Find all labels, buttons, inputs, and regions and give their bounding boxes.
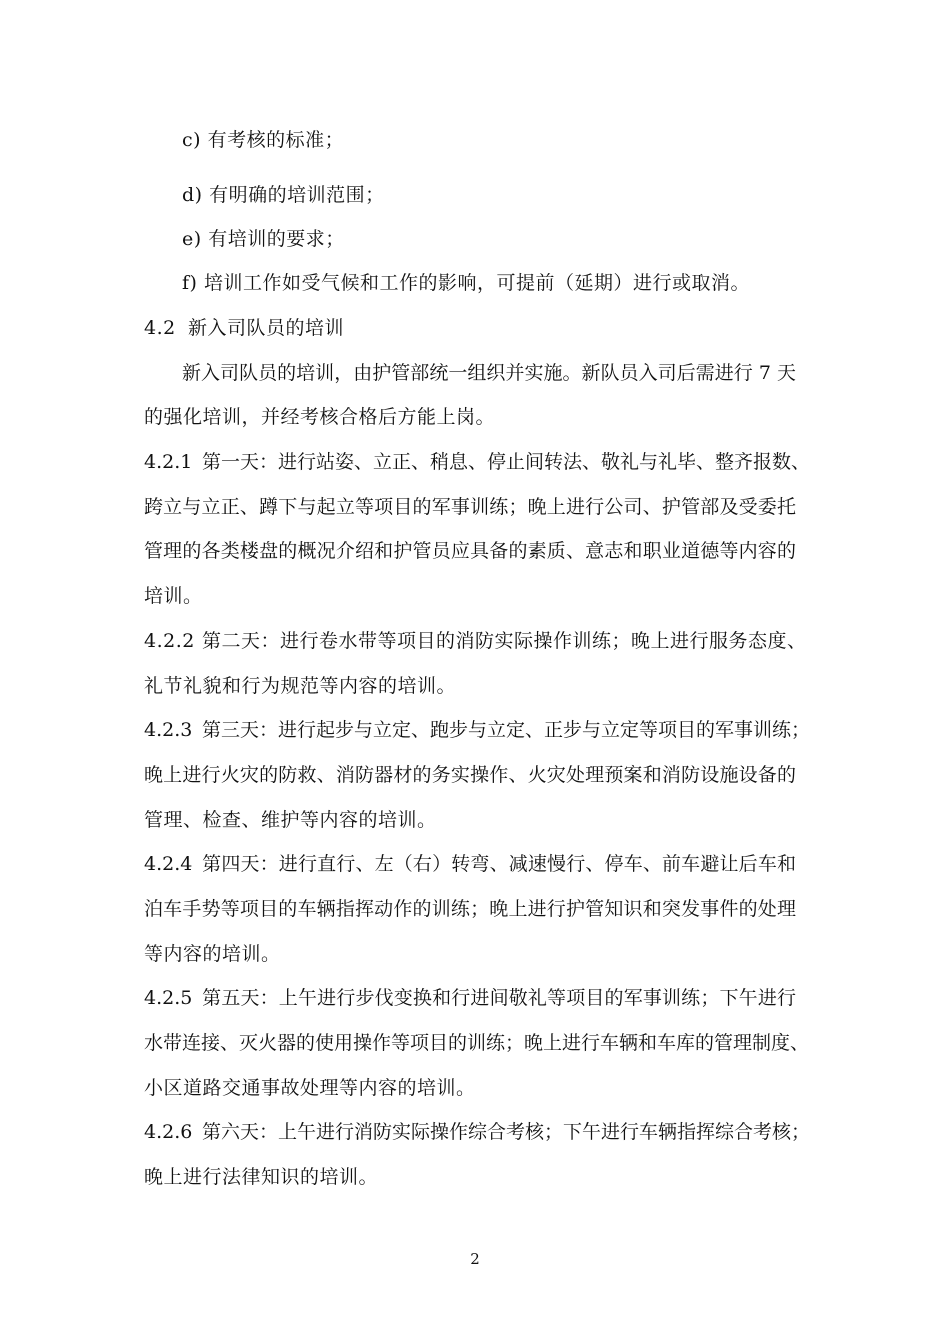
- subsection-number: 4.2.4: [144, 853, 193, 875]
- section-heading: [144, 316, 344, 340]
- list-item-f: f) 培训工作如受气候和工作的影响，可提前（延期）进行或取消。: [182, 272, 750, 294]
- subsection-4-2-3-line-3: 管理、检查、维护等内容的培训。: [144, 809, 437, 831]
- subsection-4-2-3-line-2: 晚上进行火灾的防救、消防器材的务实操作、火灾处理预案和消防设施设备的: [144, 764, 796, 786]
- subsection-4-2-5-line-2: 水带连接、灭火器的使用操作等项目的训练；晚上进行车辆和车库的管理制度、: [144, 1032, 810, 1054]
- intro-line-1: 新入司队员的培训，由护管部统一组织并实施。新队员入司后需进行 7 天: [182, 362, 796, 384]
- list-item-d: d) 有明确的培训范围；: [182, 184, 385, 206]
- subsection-4-2-4-line-2: 泊车手势等项目的车辆指挥动作的训练；晚上进行护管知识和突发事件的处理: [144, 898, 796, 920]
- subsection-text: 第四天：进行直行、左（右）转弯、减速慢行、停车、前车避让后车和: [202, 853, 796, 875]
- subsection-4-2-3-line-1: [144, 718, 811, 742]
- subsection-text: 第二天：进行卷水带等项目的消防实际操作训练；晚上进行服务态度、: [202, 630, 807, 652]
- subsection-4-2-2-line-2: 礼节礼貌和行为规范等内容的培训。: [144, 675, 457, 697]
- subsection-4-2-1-line-1: [144, 450, 811, 474]
- page-number: 2: [470, 1250, 480, 1268]
- subsection-4-2-4-line-1: [144, 852, 796, 876]
- section-title: 新入司队员的培训: [188, 317, 345, 339]
- subsection-4-2-1-line-3: 管理的各类楼盘的概况介绍和护管员应具备的素质、意志和职业道德等内容的: [144, 540, 796, 562]
- list-item-c: c) 有考核的标准；: [182, 129, 345, 151]
- subsection-text: 第一天：进行站姿、立正、稍息、停止间转法、敬礼与礼毕、整齐报数、: [202, 451, 811, 473]
- subsection-number: 4.2.6: [144, 1121, 193, 1143]
- subsection-4-2-6-line-1: [144, 1120, 811, 1144]
- list-item-e: e) 有培训的要求；: [182, 228, 345, 250]
- subsection-4-2-6-line-2: 晚上进行法律知识的培训。: [144, 1166, 379, 1188]
- subsection-number: 4.2.1: [144, 451, 193, 473]
- subsection-4-2-5-line-1: [144, 986, 796, 1010]
- section-number: 4.2: [144, 317, 176, 339]
- subsection-text: 第三天：进行起步与立定、跑步与立定、正步与立定等项目的军事训练；: [202, 719, 811, 741]
- subsection-4-2-2-line-1: [144, 629, 807, 653]
- subsection-number: 4.2.2: [144, 630, 195, 652]
- subsection-text: 第五天：上午进行步伐变换和行进间敬礼等项目的军事训练；下午进行: [202, 987, 796, 1009]
- intro-line-2: 的强化培训，并经考核合格后方能上岗。: [144, 406, 496, 428]
- subsection-number: 4.2.3: [144, 719, 193, 741]
- subsection-text: 第六天：上午进行消防实际操作综合考核；下午进行车辆指挥综合考核；: [202, 1121, 811, 1143]
- subsection-4-2-4-line-3: 等内容的培训。: [144, 943, 281, 965]
- subsection-4-2-1-line-4: 培训。: [144, 585, 203, 607]
- subsection-4-2-1-line-2: 跨立与立正、蹲下与起立等项目的军事训练；晚上进行公司、护管部及受委托: [144, 496, 796, 518]
- subsection-number: 4.2.5: [144, 987, 193, 1009]
- subsection-4-2-5-line-3: 小区道路交通事故处理等内容的培训。: [144, 1077, 476, 1099]
